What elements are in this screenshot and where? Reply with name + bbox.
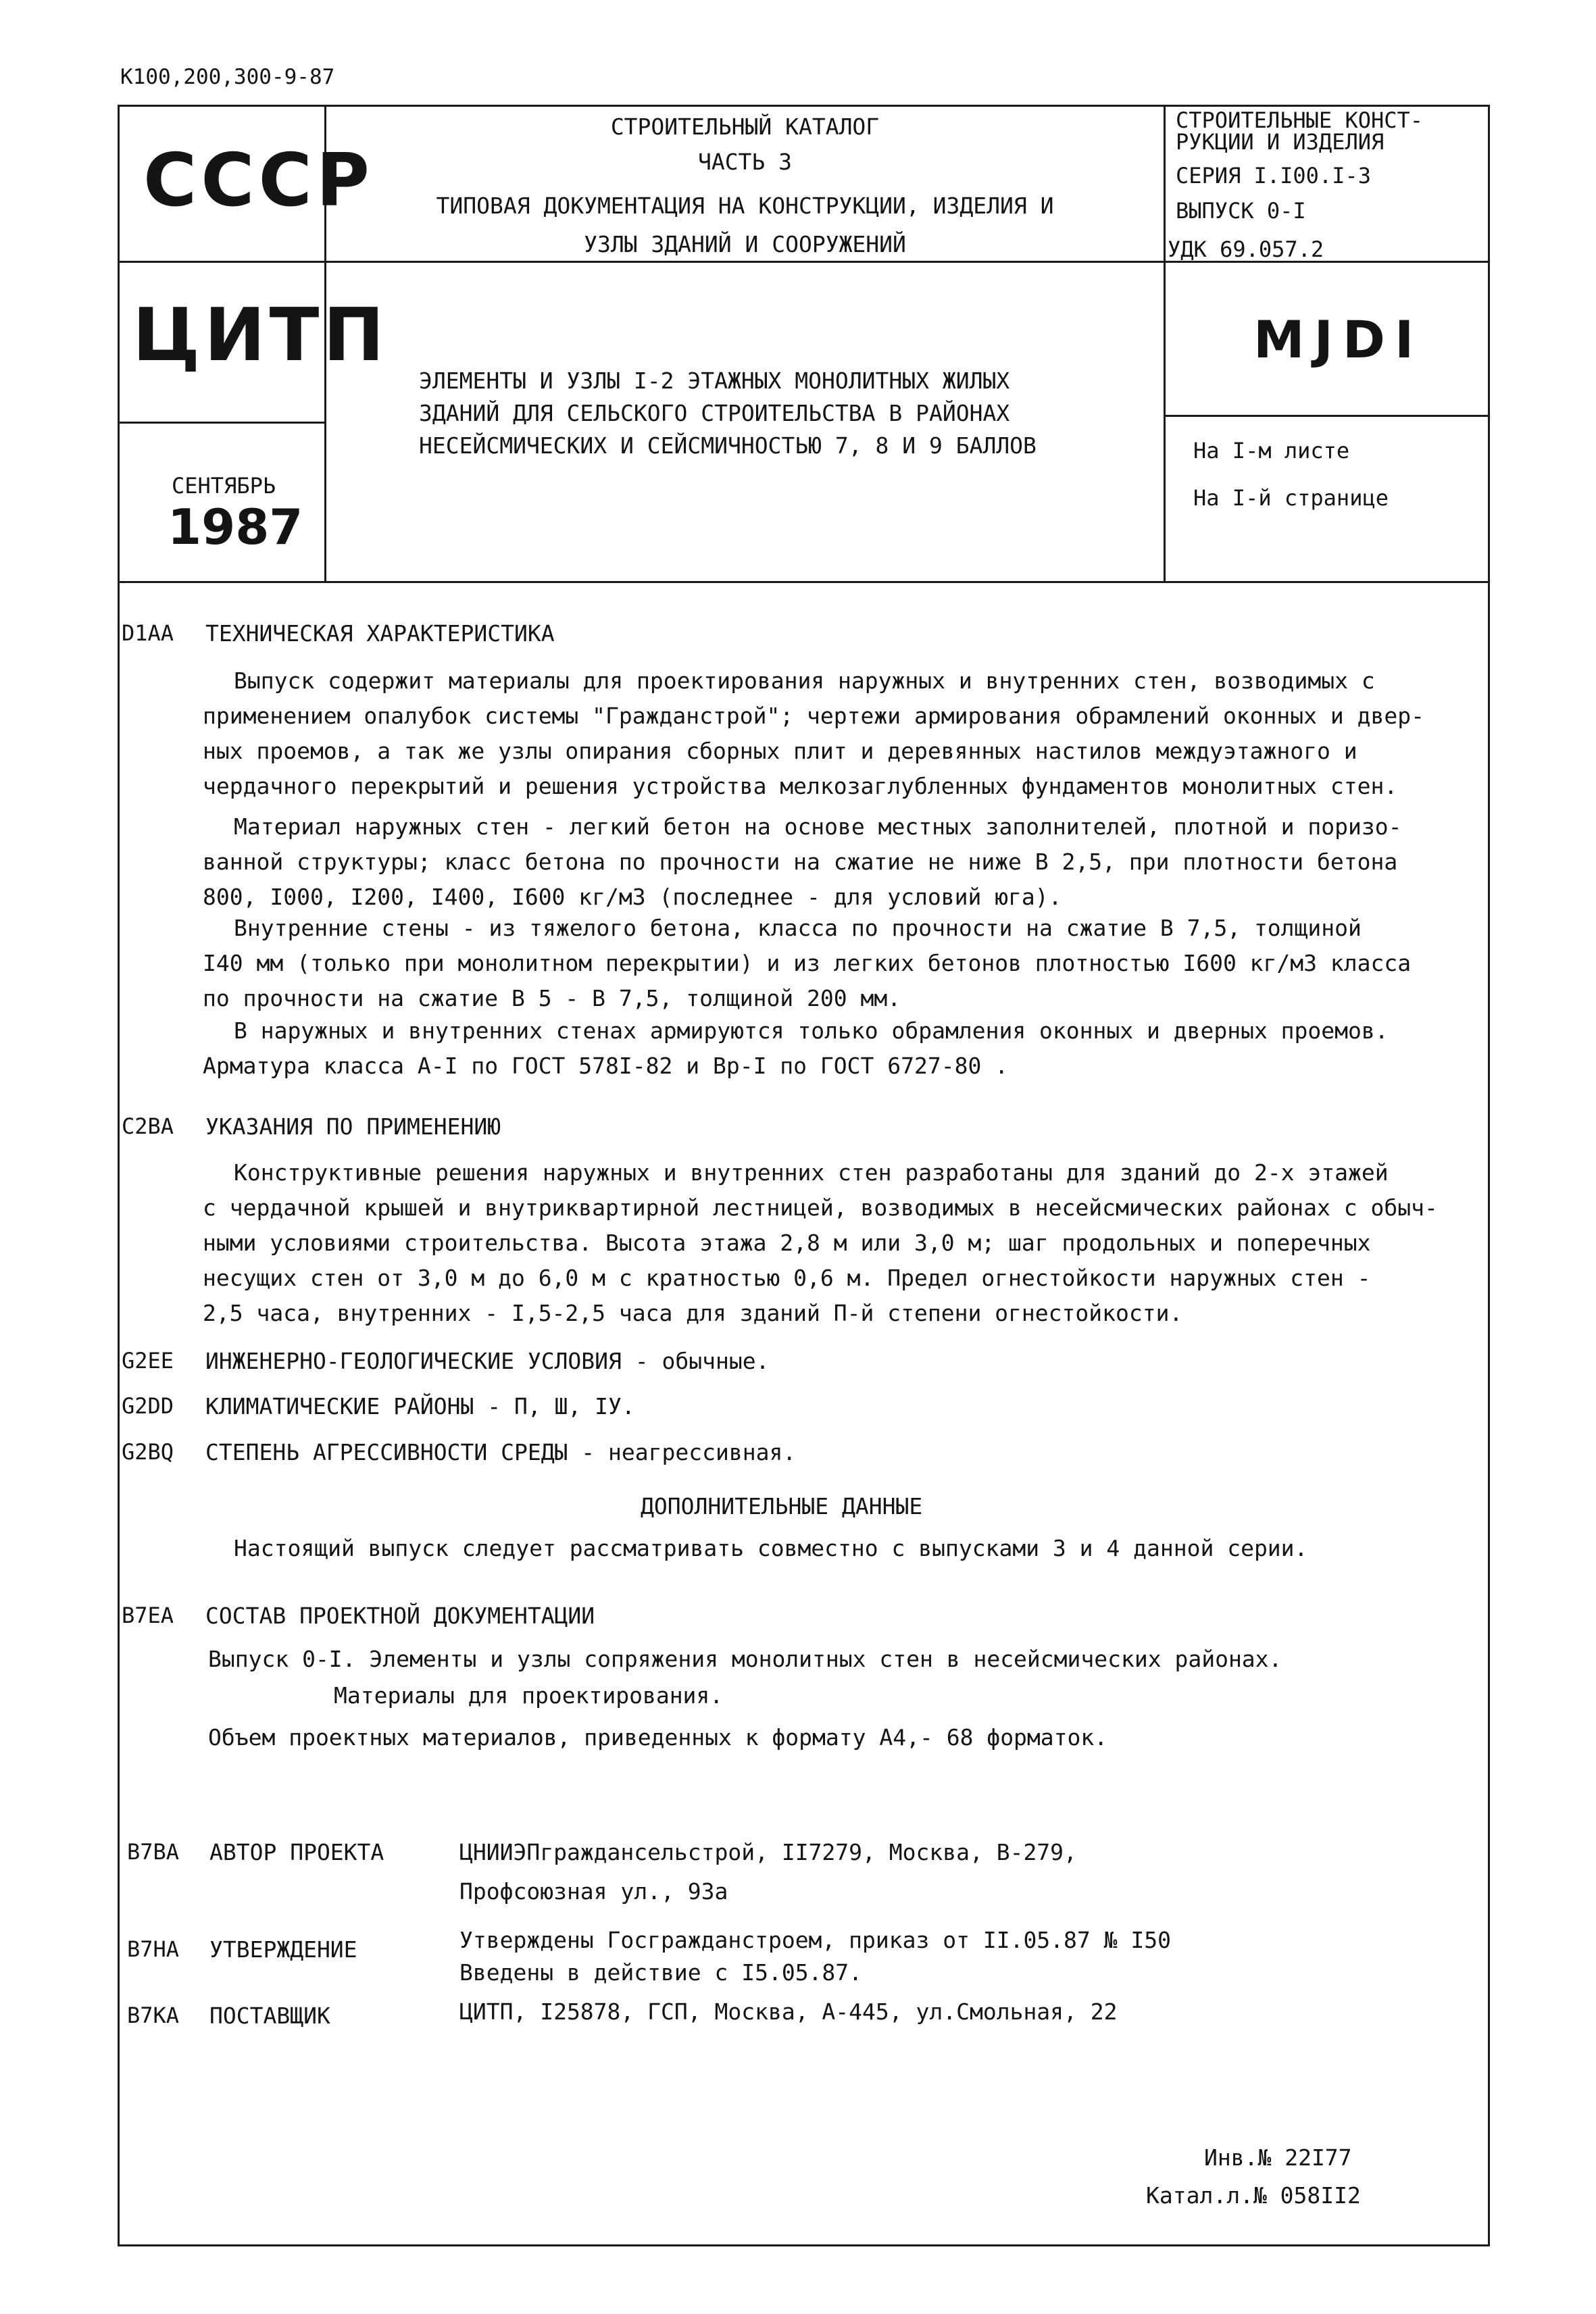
section-code: D1AA (122, 620, 174, 646)
tech-paragraph (203, 911, 1411, 1016)
section-code: B7KA (127, 2003, 180, 2028)
month-label: СЕНТЯБРЬ (172, 473, 276, 499)
text-line: В наружных и внутренних стенах армируются только обрамления оконных и дверных проемов. (234, 1017, 1389, 1044)
series-line: СТРОИТЕЛЬНЫЕ КОНСТ- (1176, 107, 1424, 133)
text-line: Конструктивные решения наружных и внутренних стен разработаны для зданий до 2-х этажей (234, 1159, 1389, 1186)
text-line: Внутренние стены - из тяжелого бетона, класса по прочности на сжатие В 7,5, толщиной (234, 915, 1362, 941)
aggressiveness: СТЕПЕНЬ АГРЕССИВНОСТИ СРЕДЫ - неагрессивная. (205, 1439, 797, 1465)
geo-conditions: ИНЖЕНЕРНО-ГЕОЛОГИЧЕСКИЕ УСЛОВИЯ - обычные. (205, 1348, 770, 1374)
composition-line: Объем проектных материалов, приведенных к формату А4,- 68 форматок. (208, 1724, 1108, 1751)
author-line: ЦНИИЭПграждансельстрой, II7279, Москва, В-279, (459, 1839, 1077, 1865)
text-line: ных проемов, а так же узлы опирания сборных плит и деревянных настилов междуэтажного и (203, 738, 1357, 764)
text-line: несущих стен от 3,0 м до 6,0 м с кратностью 0,6 м. Предел огнестойкости наружных стен - (203, 1265, 1371, 1291)
climate-regions: КЛИМАТИЧЕСКИЕ РАЙОНЫ - П, Ш, IУ. (205, 1393, 635, 1419)
catalog-line: ЧАСТЬ 3 (697, 149, 793, 175)
approval-label: УТВЕРЖДЕНИЕ (209, 1936, 357, 1963)
supplier-line: ЦИТП, I25878, ГСП, Москва, А-445, ул.Смольная, 22 (459, 1998, 1118, 2025)
section-code: G2EE (122, 1348, 174, 1374)
section-code: G2BQ (122, 1439, 174, 1465)
usage-paragraph (203, 1155, 1438, 1331)
section-code: G2DD (122, 1393, 174, 1419)
text-line: чердачного перекрытий и решения устройства мелкозаглубленных фундаментов монолитных стен. (203, 773, 1398, 799)
author-label: АВТОР ПРОЕКТА (209, 1839, 384, 1865)
series-line: ВЫПУСК 0-I (1176, 198, 1306, 224)
catalog-line: ТИПОВАЯ ДОКУМЕНТАЦИЯ НА КОНСТРУКЦИИ, ИЗДЕЛИЯ И (436, 193, 1054, 219)
citp-label: ЦИТП (132, 293, 389, 378)
catalog-block (326, 107, 1164, 262)
text-line: применением опалубок системы "Гражданстрой"; чертежи армирования обрамлений оконных и двер- (203, 703, 1424, 729)
text-line: ванной структуры; класс бетона по прочности на сжатие не ниже В 2,5, при плотности бетона (203, 849, 1398, 875)
header-bottom-rule (118, 581, 1490, 583)
series-line: РУКЦИИ И ИЗДЕЛИЯ (1176, 129, 1385, 155)
text-line: 2,5 часа, внутренних - I,5-2,5 часа для зданий П-й степени огнестойкости. (203, 1300, 1183, 1326)
title-line: ЗДАНИЙ ДЛЯ СЕЛЬСКОГО СТРОИТЕЛЬСТВА В РАЙОНАХ (419, 400, 1010, 426)
supplier-label: ПОСТАВЩИК (209, 2003, 330, 2029)
tech-paragraph (203, 663, 1424, 804)
catalog-code: МЈDI (1253, 309, 1424, 370)
title-block (419, 365, 1037, 462)
approval-line: Введены в действие с I5.05.87. (459, 1959, 863, 1986)
text-line: с чердачной крышей и внутриквартирной лестницей, возводимых в несейсмических районах с обыч- (203, 1194, 1438, 1221)
header-left-rule (118, 422, 326, 424)
section-heading: ТЕХНИЧЕСКАЯ ХАРАКТЕРИСТИКА (205, 620, 555, 647)
section-code: C2BA (122, 1113, 174, 1139)
approval-line: Утверждены Госгражданстроем, приказ от II.05.87 № I50 (459, 1927, 1171, 1953)
composition-line: Материалы для проектирования. (334, 1682, 724, 1709)
title-line: НЕСЕЙСМИЧЕСКИХ И СЕЙСМИЧНОСТЬЮ 7, 8 И 9 БАЛЛОВ (419, 432, 1037, 459)
text-line: по прочности на сжатие В 5 - В 7,5, толщиной 200 мм. (203, 985, 901, 1011)
series-block (1176, 109, 1423, 228)
composition-line: Выпуск 0-I. Элементы и узлы сопряжения монолитных стен в несейсмических районах. (208, 1646, 1282, 1672)
inventory-number: Инв.№ 22I77 (1204, 2144, 1352, 2171)
section-heading: УКАЗАНИЯ ПО ПРИМЕНЕНИЮ (205, 1113, 501, 1140)
section-code: B7HA (127, 1936, 180, 1962)
ussr-label: СССР (143, 139, 374, 223)
header-divider-right (1164, 105, 1166, 583)
text-line: 800, I000, I200, I400, I600 кг/м3 (последнее - для условий юга). (203, 884, 1062, 910)
year-label: 1987 (168, 499, 303, 555)
text-line: Выпуск содержит материалы для проектирования наружных и внутренних стен, возводимых с (234, 668, 1375, 694)
sheet-label: На I-м листе (1193, 438, 1350, 463)
extra-heading: ДОПОЛНИТЕЛЬНЫЕ ДАННЫЕ (641, 1493, 923, 1519)
extra-text: Настоящий выпуск следует рассматривать совместно с выпусками 3 и 4 данной серии. (234, 1535, 1308, 1561)
udk-label: УДК 69.057.2 (1168, 236, 1324, 262)
section-code: B7BA (127, 1839, 180, 1865)
section-code: B7EA (122, 1603, 174, 1628)
text-line: Арматура класса А-I по ГОСТ 578I-82 и Вр-I по ГОСТ 6727-80 . (203, 1053, 1009, 1079)
author-line: Профсоюзная ул., 93а (459, 1878, 728, 1905)
tech-paragraph (203, 1013, 1389, 1084)
catalog-line: УЗЛЫ ЗДАНИЙ И СООРУЖЕНИЙ (584, 231, 906, 257)
text-line: I40 мм (только при монолитном перекрытии) и из легких бетонов плотностью I600 кг/м3 класса (203, 950, 1412, 976)
series-line: СЕРИЯ I.I00.I-3 (1176, 163, 1371, 188)
document-code: К100,200,300-9-87 (120, 65, 335, 89)
catalog-line: СТРОИТЕЛЬНЫЙ КАТАЛОГ (610, 114, 880, 140)
page-label: На I-й странице (1193, 485, 1389, 511)
tech-paragraph (203, 809, 1402, 915)
catalog-sheet-number: Катал.л.№ 058II2 (1146, 2182, 1361, 2209)
section-heading: СОСТАВ ПРОЕКТНОЙ ДОКУМЕНТАЦИИ (205, 1603, 595, 1629)
text-line: ными условиями строительства. Высота этажа 2,8 м или 3,0 м; шаг продольных и поперечных (203, 1230, 1371, 1256)
header-right-rule (1164, 415, 1490, 417)
title-line: ЭЛЕМЕНТЫ И УЗЛЫ I-2 ЭТАЖНЫХ МОНОЛИТНЫХ ЖИЛЫХ (419, 368, 1010, 394)
text-line: Материал наружных стен - легкий бетон на основе местных заполнителей, плотной и поризо- (234, 813, 1402, 840)
